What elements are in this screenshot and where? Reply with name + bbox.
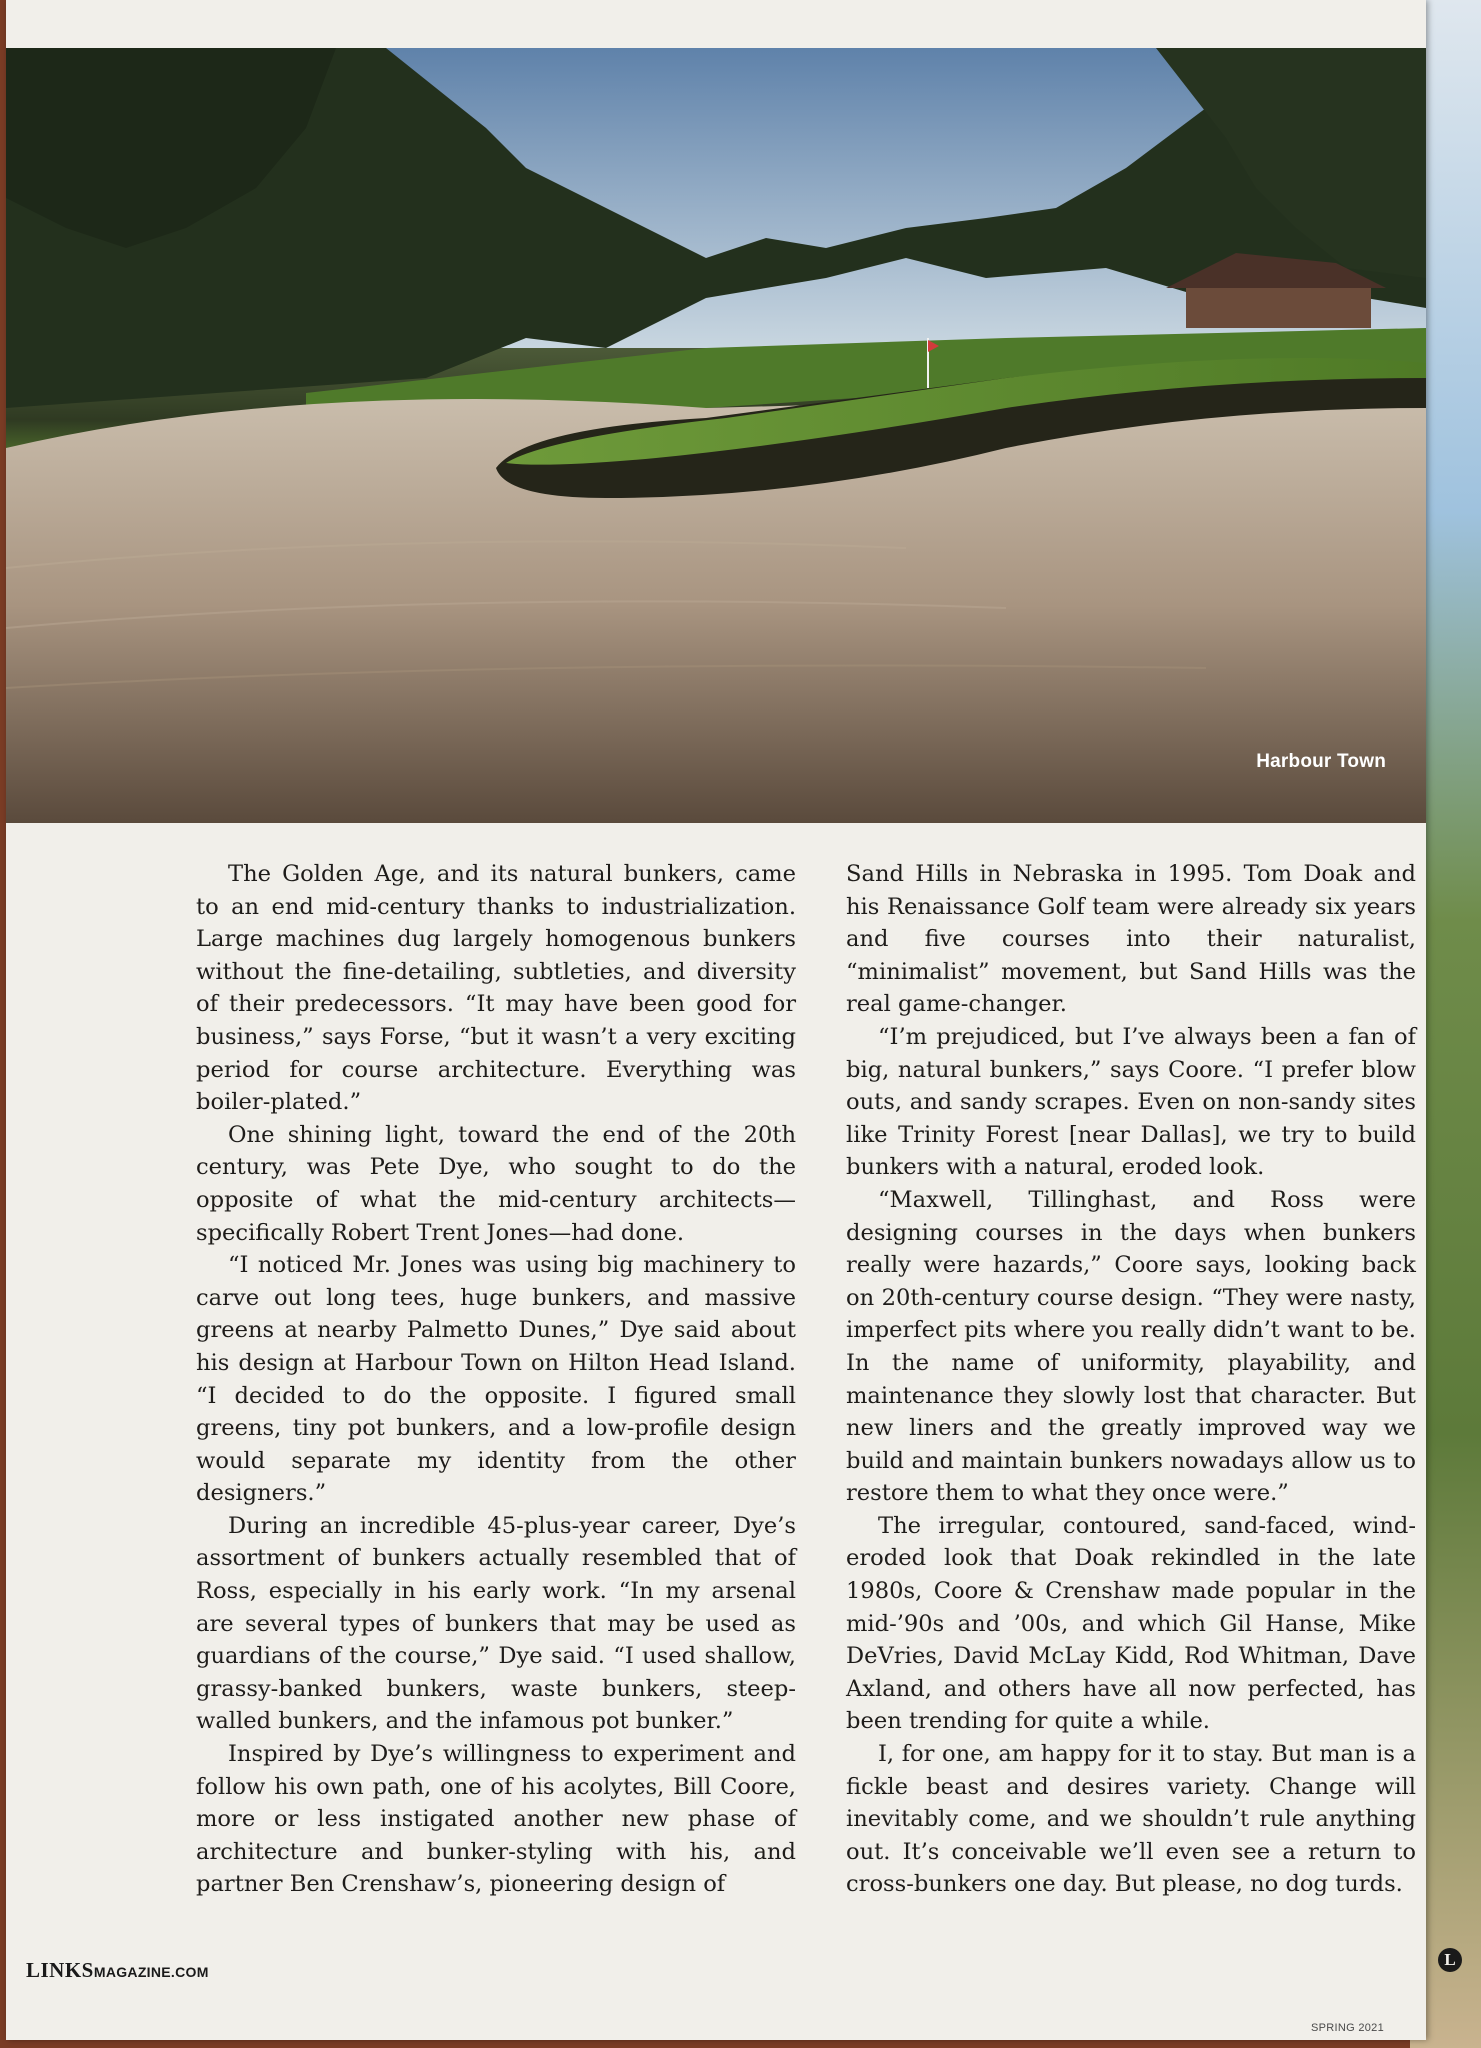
paragraph: Sand Hills in Nebraska in 1995. Tom Doak and his Renaissance Golf team were already six years and five courses into their naturalist, “minimalist” movement, but Sand Hills was the real game-changer. bbox=[846, 861, 1416, 1018]
golf-course-illustration bbox=[6, 48, 1426, 823]
magazine-page bbox=[6, 0, 1456, 2040]
paragraph: Inspired by Dye’s willingness to experiment and follow his own path, one of his acolytes, Bill Coore, more or less instigated another new phase of architecture and bunker-styling with his, and partner Ben Crenshaw’s, pioneering design of bbox=[196, 1741, 796, 1898]
article-column-left bbox=[196, 858, 796, 1901]
paragraph: During an incredible 45-plus-year career, Dye’s assortment of bunkers actually resembled that of Ross, especially in his early work. “In my arsenal are several types of bunkers that may be used as guardians of the course,” Dye said. “I used shallow, grassy-banked bunkers, waste bunkers, steep-walled bunkers, and the infamous pot bunker.” bbox=[196, 1512, 796, 1735]
paragraph: “Maxwell, Tillinghast, and Ross were designing courses in the days when bunkers really were hazards,” Coore says, looking back on 20th-century course design. “They were nasty, imperfect pits where you really didn’t want to be. In the name of uniformity, playability, and maintenance they slowly lost that character. But new liners and the greatly improved way we build and maintain bunkers nowadays allow us to restore them to what they once were.” bbox=[846, 1186, 1416, 1507]
footer-masthead bbox=[26, 1958, 209, 1983]
paragraph: “I’m prejudiced, but I’ve always been a fan of big, natural bunkers,” says Coore. “I prefer blow outs, and sandy scrapes. Even on non-sandy sites like Trinity Forest [near Dallas], we try to build bunkers with a natural, eroded look. bbox=[846, 1023, 1416, 1181]
paragraph: “I noticed Mr. Jones was using big machinery to carve out long tees, huge bunkers, and massive greens at nearby Palmetto Dunes,” Dye said about his design at Harbour Town on Hilton Head Island. “I decided to do the opposite. I figured small greens, tiny pot bunkers, and a low-profile design would separate my identity from the other designers.” bbox=[196, 1252, 796, 1507]
paragraph: The irregular, contoured, sand-faced, wind-eroded look that Doak rekindled in the late 1980s, Coore & Crenshaw made popular in the mid-’90s and ’00s, and which Gil Hanse, Mike DeVries, David McLay Kidd, Rod Whitman, Dave Axland, and others have all now perfected, has been trending for quite a while. bbox=[846, 1512, 1416, 1735]
footer-brand: LINKS bbox=[26, 1958, 94, 1982]
harbour-town-photo bbox=[6, 48, 1426, 823]
footer-domain: MAGAZINE.COM bbox=[93, 1964, 209, 1980]
end-mark-logo-icon: L bbox=[1438, 1948, 1462, 1972]
paragraph: The Golden Age, and its natural bunkers, came to an end mid-century thanks to industrialization. Large machines dug largely homogenous bunkers without the fine-detailing, subtleties, and diversity of their predecessors. “It may have been good for business,” says Forse, “but it wasn’t a very exciting period for course architecture. Everything was boiler-plated.” bbox=[196, 861, 796, 1116]
paragraph: One shining light, toward the end of the 20th century, was Pete Dye, who sought to do the opposite of what the mid-century architects—specifically Robert Trent Jones—had done. bbox=[196, 1121, 796, 1246]
photo-caption: Harbour Town bbox=[1256, 751, 1386, 772]
issue-label: SPRING 2021 bbox=[1310, 2022, 1384, 2034]
article-column-right bbox=[846, 858, 1416, 1901]
paragraph: I, for one, am happy for it to stay. But man is a fickle beast and desires variety. Change will inevitably come, and we shouldn’t rule anything out. It’s conceivable we’ll even see a return to cross-bunkers one day. But please, no dog turds. bbox=[846, 1741, 1416, 1898]
